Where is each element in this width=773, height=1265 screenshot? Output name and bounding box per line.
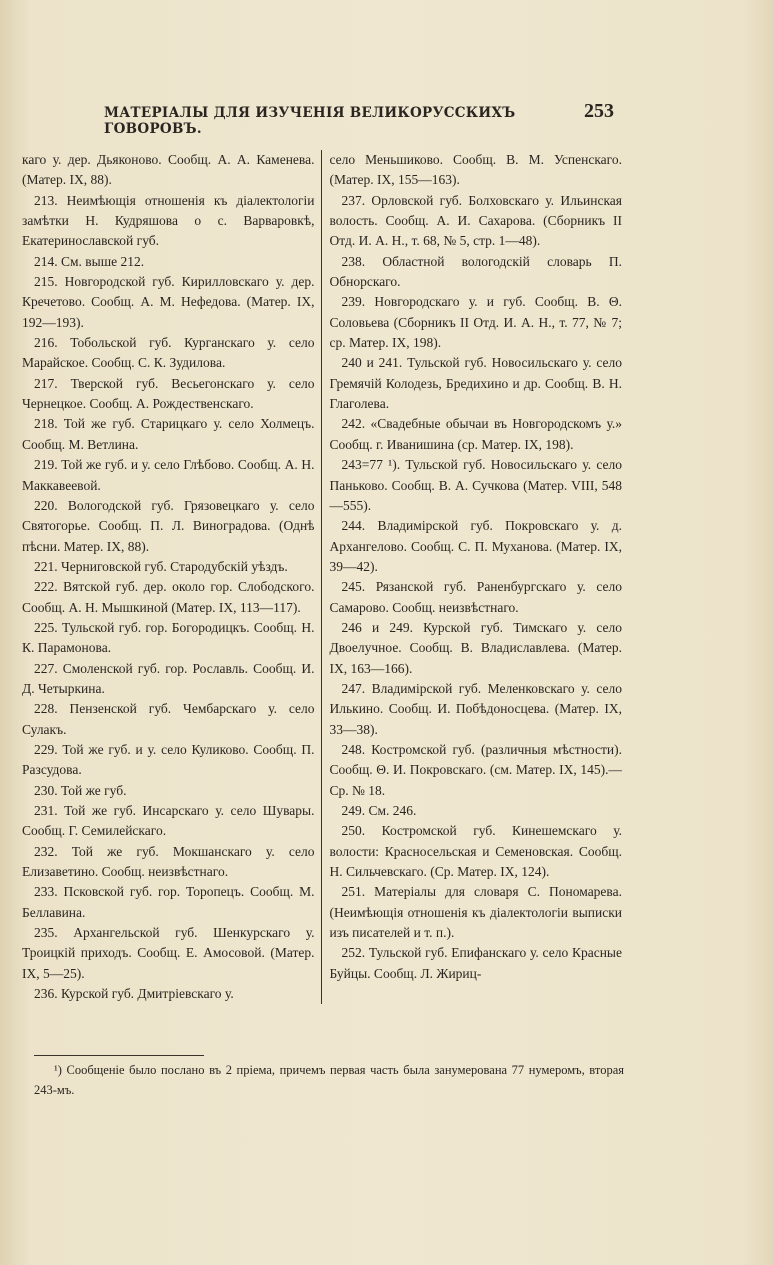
entry-text: 215. Новгородской губ. Кирилловскаго у. дер. Кречетово. Сообщ. А. М. Нефедова. (Матер. IX, 192—193). bbox=[22, 274, 315, 330]
index-entry bbox=[330, 618, 623, 679]
entry-text: 240 и 241. Тульской губ. Новосильскаго у. село Гремячій Колодезь, Бредихино и др. Сообщ. В. Н. Глаголева. bbox=[329, 355, 622, 412]
entry-text: 218. Той же губ. Старицкаго у. село Холмецъ. Сообщ. М. Ветлина. bbox=[22, 416, 315, 452]
index-entry bbox=[22, 984, 315, 1004]
footnote-rule bbox=[34, 1055, 204, 1056]
entry-text: 227. Смоленской губ. гор. Рославль. Сообщ. И. Д. Четыркина. bbox=[22, 660, 315, 696]
footnote bbox=[34, 1060, 624, 1100]
index-entry bbox=[330, 943, 623, 984]
index-entry bbox=[330, 414, 623, 455]
index-entry bbox=[22, 150, 315, 191]
index-entry bbox=[330, 455, 623, 516]
entry-text: 237. Орловской губ. Болховскаго у. Ильинская волость. Сообщ. А. И. Сахарова. (Сборникъ II Отд. И. А. Н., т. 68, № 5, стр. 1—48). bbox=[329, 192, 622, 249]
entry-text: село Меньшиково. Сообщ. В. М. Успенскаго. (Матер. IX, 155—163). bbox=[329, 152, 622, 188]
entry-text: 250. Костромской губ. Кинешемскаго у. волости: Красносельская и Семеновская. Сообщ. Н. Сильчевскаго. (Ср. Матер. IX, 124). bbox=[329, 823, 622, 880]
index-entry bbox=[22, 272, 315, 333]
entry-text: 213. Неимѣющія отношенія къ діалектологіи замѣтки Н. Кудряшова о с. Варваровкѣ, Екатеринославской губ. bbox=[22, 192, 315, 249]
entry-text: 251. Матеріалы для словаря С. Пономарева. (Неимѣющія отношенія къ діалектологіи выписки изъ писателей и т. п.). bbox=[329, 884, 622, 941]
entry-text: 231. Той же губ. Инсарскаго у. село Шувары. Сообщ. Г. Семилейскаго. bbox=[22, 803, 315, 839]
index-entry bbox=[22, 414, 315, 455]
entry-text: 229. Той же губ. и у. село Куликово. Сообщ. П. Разсудова. bbox=[22, 741, 315, 778]
entry-text: 243=77 ¹). Тульской губ. Новосильскаго у. село Паньково. Сообщ. В. А. Сучкова (Матер. VIII, 548—555). bbox=[329, 457, 622, 513]
entry-text: 216. Тобольской губ. Курганскаго у. село Марайское. Сообщ. С. К. Зудилова. bbox=[22, 335, 315, 371]
running-title: МАТЕРІАЛЫ ДЛЯ ИЗУЧЕНІЯ ВЕЛИКОРУССКИХЪ ГОВОРОВЪ. bbox=[104, 105, 516, 137]
entry-text: 248. Костромской губ. (различныя мѣстности). Сообщ. Θ. И. Покровскаго. (см. Матер. IX, 145).—Ср. № 18. bbox=[329, 741, 622, 798]
index-entry bbox=[22, 333, 315, 374]
entry-text: 246 и 249. Курской губ. Тимскаго у. село Двоелучное. Сообщ. В. Владиславлева. (Матер. IX, 163—166). bbox=[329, 619, 622, 676]
index-entry bbox=[22, 496, 315, 557]
entry-text: 252. Тульской губ. Епифанскаго у. село Красные Буйцы. Сообщ. Л. Жириц- bbox=[329, 945, 622, 981]
index-entry bbox=[330, 516, 623, 577]
index-entry bbox=[22, 882, 315, 923]
index-entry bbox=[22, 842, 315, 883]
entry-text: 245. Рязанской губ. Раненбургскаго у. село Самарово. Сообщ. неизвѣстнаго. bbox=[329, 579, 622, 615]
index-entry bbox=[22, 781, 315, 801]
index-entry bbox=[22, 659, 315, 700]
entry-text: 232. Той же губ. Мокшанскаго у. село Елизаветино. Сообщ. неизвѣстнаго. bbox=[22, 843, 315, 880]
index-entry bbox=[330, 577, 623, 618]
index-entry bbox=[22, 577, 315, 618]
index-entry bbox=[330, 882, 623, 943]
entry-text: 249. См. 246. bbox=[341, 803, 417, 818]
index-entry bbox=[330, 252, 623, 293]
index-entry bbox=[330, 353, 623, 414]
entry-text: 220. Вологодской губ. Грязовецкаго у. село Святогорье. Сообщ. П. Л. Виноградова. (Однѣ пѣсни. Матер. IX, 88). bbox=[22, 497, 315, 554]
index-entry bbox=[22, 618, 315, 659]
page-number: 253 bbox=[584, 100, 614, 122]
entry-text: 233. Псковской губ. гор. Торопецъ. Сообщ. М. Беллавина. bbox=[22, 884, 315, 920]
index-entry bbox=[22, 801, 315, 842]
entry-text: 221. Черниговской губ. Стародубскій уѣздъ. bbox=[34, 558, 288, 574]
entry-text: 230. Той же губ. bbox=[34, 782, 127, 798]
entry-text: 214. См. выше 212. bbox=[34, 253, 145, 269]
entry-text: 239. Новгородскаго у. и губ. Сообщ. В. Θ. Соловьева (Сборникъ II Отд. И. А. Н., т. 77, № 7; ср. Матер. IX, 198). bbox=[329, 294, 622, 351]
index-entry bbox=[330, 150, 623, 191]
index-entry bbox=[22, 740, 315, 781]
entry-text: 235. Архангельской губ. Шенкурскаго у. Троицкій приходъ. Сообщ. Е. Амосовой. (Матер. IX, 5—25). bbox=[22, 925, 315, 981]
entry-text: 222. Вятской губ. дер. около гор. Слободского. Сообщ. А. Н. Мышкиной (Матер. IX, 113—117). bbox=[22, 579, 315, 615]
two-column-body bbox=[22, 150, 622, 1004]
entry-text: 219. Той же губ. и у. село Глѣбово. Сообщ. А. Н. Маккавеевой. bbox=[22, 457, 315, 493]
footnote-text: ¹) Сообщеніе было послано въ 2 пріема, причемъ первая часть была занумерована 77 нумеромъ, вторая 243-мъ. bbox=[34, 1063, 624, 1097]
entry-text: 247. Владимірской губ. Меленковскаго у. село Илькино. Сообщ. И. Побѣдоносцева. (Матер. IX, 33—38). bbox=[329, 680, 622, 737]
index-entry bbox=[22, 699, 315, 740]
index-entry bbox=[22, 374, 315, 415]
entry-text: 244. Владимірской губ. Покровскаго у. д. Архангелово. Сообщ. С. П. Муханова. (Матер. IX, 39—42). bbox=[329, 518, 622, 574]
entry-text: 225. Тульской губ. гор. Богородицкъ. Сообщ. Н. К. Парамонова. bbox=[22, 619, 315, 656]
index-entry bbox=[330, 191, 623, 252]
index-entry bbox=[22, 557, 315, 577]
index-entry bbox=[22, 923, 315, 984]
index-entry bbox=[22, 455, 315, 496]
page-header bbox=[104, 100, 614, 137]
index-entry bbox=[330, 801, 623, 821]
entry-text: 236. Курской губ. Дмитріевскаго у. bbox=[34, 986, 234, 1002]
index-entry bbox=[330, 740, 623, 801]
entry-text: 228. Пензенской губ. Чембарскаго у. село Сулакъ. bbox=[22, 701, 315, 737]
right-column bbox=[322, 150, 623, 1004]
index-entry bbox=[22, 252, 315, 272]
entry-text: каго у. дер. Дьяконово. Сообщ. А. А. Каменева. (Матер. IX, 88). bbox=[22, 152, 315, 188]
index-entry bbox=[330, 679, 623, 740]
index-entry bbox=[22, 191, 315, 252]
entry-text: 238. Областной вологодскій словарь П. Обнорскаго. bbox=[329, 253, 622, 290]
entry-text: 242. «Свадебные обычаи въ Новгородскомъ у.» Сообщ. г. Иванишина (ср. Матер. IX, 198). bbox=[329, 416, 622, 452]
left-column bbox=[22, 150, 322, 1004]
entry-text: 217. Тверской губ. Весьегонскаго у. село Чернецкое. Сообщ. А. Рождественскаго. bbox=[22, 375, 315, 412]
index-entry bbox=[330, 292, 623, 353]
index-entry bbox=[330, 821, 623, 882]
